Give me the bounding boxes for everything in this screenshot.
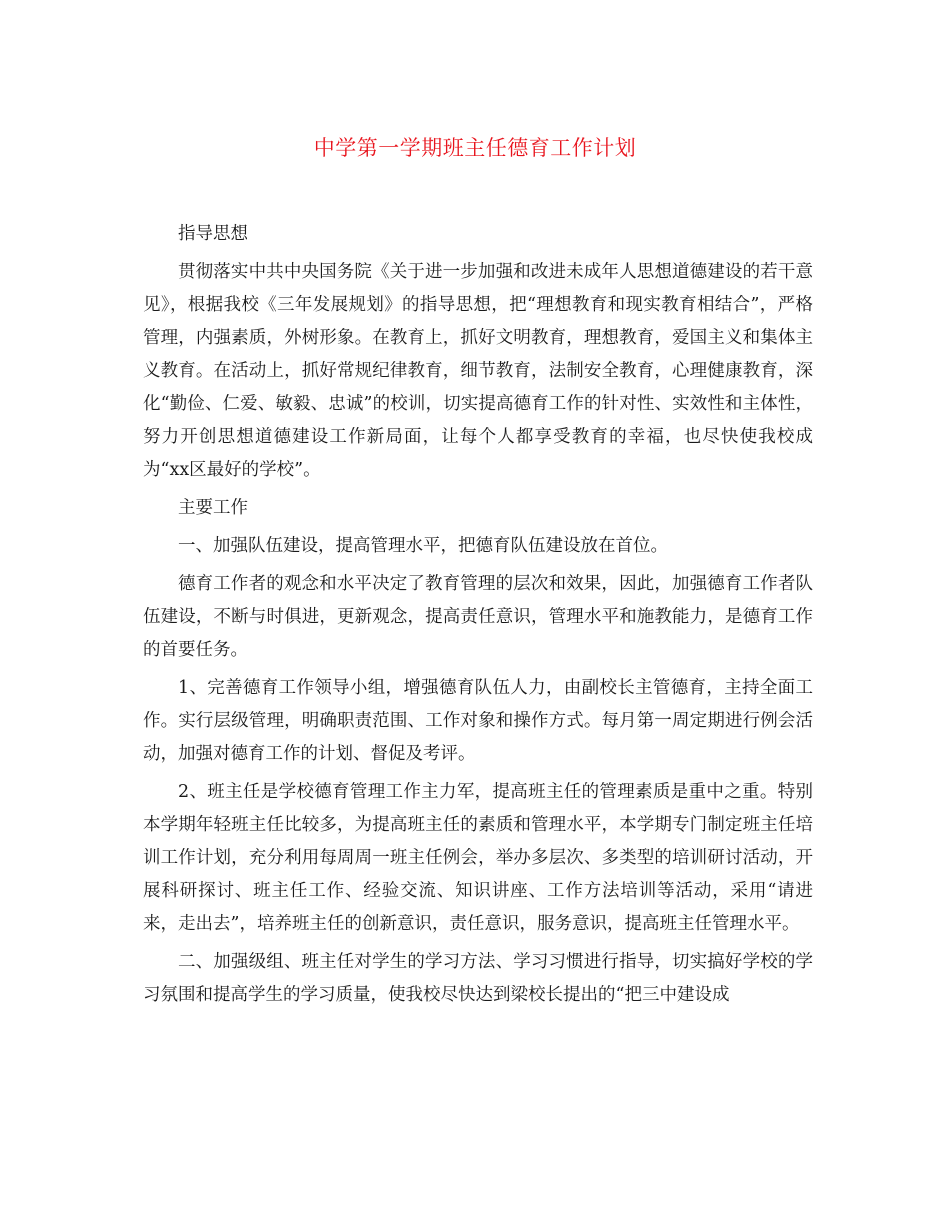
document-title: 中学第一学期班主任德育工作计划 [313,136,637,160]
section-heading-guiding-thought: 指导思想 [178,224,248,244]
paragraph-guiding-thought: 贯彻落实中共中央国务院《关于进一步加强和改进未成年人思想道德建设的若干意见》，根据我校《三年发展规划》的指导思想，把“理想教育和现实教育相结合”，严格管理，内强素质，外树形象。在教育上，抓好文明教育，理想教育，爱国主义和集体主义教育。在活动上，抓好常规纪律教育，细节教育，法制安全教育，心理健康教育，深化“勤俭、仁爱、敏毅、忠诚”的校训，切实提高德育工作的针对性、实效性和主体性，努力开创思想道德建设工作新局面，让每个人都享受教育的幸福，也尽快使我校成为“xx区最好的学校”。 [143,262,813,480]
paragraph-point-2: 2、班主任是学校德育管理工作主力军，提高班主任的管理素质是重中之重。特别本学期年轻班主任比较多，为提高班主任的素质和管理水平，本学期专门制定班主任培训工作计划，充分利用每周周一班主任例会，举办多层次、多类型的培训研讨活动，开展科研探讨、班主任工作、经验交流、知识讲座、工作方法培训等活动，采用“请进来，走出去”，培养班主任的创新意识，责任意识，服务意识，提高班主任管理水平。 [143,782,813,934]
section-heading-main-work: 主要工作 [178,498,248,518]
paragraph-item-one: 一、加强队伍建设，提高管理水平，把德育队伍建设放在首位。 [178,536,668,556]
document-body [143,218,813,1017]
paragraph-team-building: 德育工作者的观念和水平决定了教育管理的层次和效果，因此，加强德育工作者队伍建设，不断与时俱进，更新观念，提高责任意识，管理水平和施教能力，是德育工作的首要任务。 [143,574,813,660]
paragraph-point-1: 1、完善德育工作领导小组，增强德育队伍人力，由副校长主管德育，主持全面工作。实行层级管理，明确职责范围、工作对象和操作方式。每月第一周定期进行例会活动，加强对德育工作的计划、督促及考评。 [143,678,813,764]
paragraph-item-two: 二、加强级组、班主任对学生的学习方法、学习习惯进行指导，切实搞好学校的学习氛围和提高学生的学习质量，使我校尽快达到梁校长提出的“把三中建设成 [143,952,813,1005]
